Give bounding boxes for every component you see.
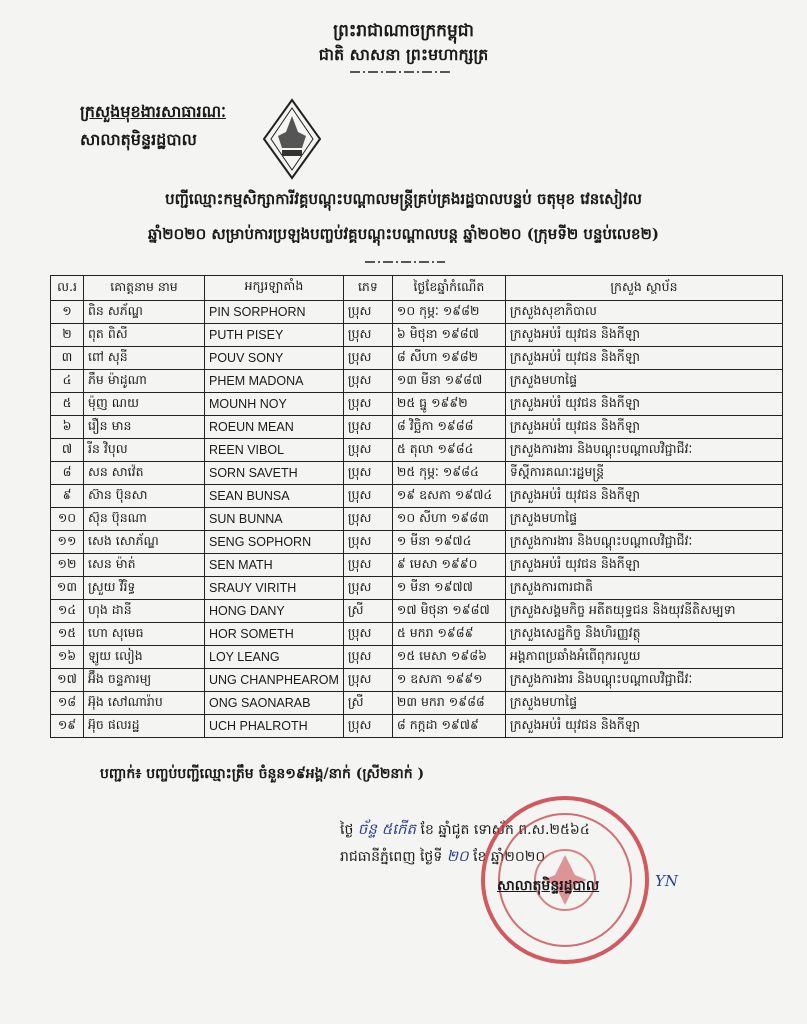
row-latin-name: POUV SONY [205,347,344,370]
row-dob: ១៧ មិថុនា ១៩៨៧ [392,600,505,623]
row-dob: ៨ វិច្ឆិកា ១៩៨៨ [392,416,505,439]
table-row [51,646,783,669]
row-khmer-name: រឿន មាន [84,416,205,439]
row-latin-name: SENG SOPHORN [205,531,344,554]
row-ministry: ក្រសួងអប់រំ យុវជន និងកីឡា [505,715,782,738]
row-latin-name: HOR SOMETH [205,623,344,646]
row-sex: ស្រី [343,600,392,623]
row-khmer-name: ហុង ដានី [84,600,205,623]
row-no: ៧ [51,439,84,462]
row-latin-name: MOUNH NOY [205,393,344,416]
row-khmer-name: ស៊ាន ប៊ុនសា [84,485,205,508]
row-ministry: ក្រសួងការងារ និងបណ្តុះបណ្តាលវិជ្ជាជីវៈ [505,531,782,554]
row-dob: ៨ កក្កដា ១៩៧៩ [392,715,505,738]
row-latin-name: PHEM MADONA [205,370,344,393]
table-row [51,462,783,485]
row-khmer-name: ហោ សុមេធ [84,623,205,646]
row-dob: ១៥ មេសា ១៩៨៦ [392,646,505,669]
table-row [51,600,783,623]
row-dob: ១ ឧសភា ១៩៩១ [392,669,505,692]
row-latin-name: REEN VIBOL [205,439,344,462]
table-row [51,370,783,393]
table-row [51,416,783,439]
table-row [51,301,783,324]
row-no: ១៦ [51,646,84,669]
row-khmer-name: ពុត ពិសី [84,324,205,347]
row-khmer-name: ស៊ុន ប៊ុនណា [84,508,205,531]
row-sex: ប្រុស [343,439,392,462]
header-khmer-name: គោត្តនាម នាម [84,276,205,301]
row-no: ១០ [51,508,84,531]
row-sex: ប្រុស [343,393,392,416]
emblem-logo [262,98,322,180]
row-ministry: ក្រសួងការពារជាតិ [505,577,782,600]
row-latin-name: HONG DANY [205,600,344,623]
solar-rest: ឆ្នាំ២០២០ [490,849,546,865]
row-dob: ២៥ ធ្នូ ១៩៩២ [392,393,505,416]
solar-month-label: ខែ [473,849,487,865]
note-text: បញ្ជាក់៖ បញ្ចប់បញ្ជីឈ្មោះត្រឹម ចំនួន១៩អង្គ/នាក់ (ស្រី២នាក់ ) [100,766,425,782]
signer-title: សាលាតុមិន្ទរដ្ឋបាល [497,878,600,894]
row-khmer-name: អ៊ឹង ចន្ទភារម្យ [84,669,205,692]
row-khmer-name: សេន ម៉ាត់ [84,554,205,577]
row-dob: ១៣ មីនា ១៩៨៧ [392,370,505,393]
row-ministry: អង្គភាពប្រឆាំងអំពើពុករលួយ [505,646,782,669]
row-dob: ៩ មេសា ១៩៩០ [392,554,505,577]
trainee-table [50,275,783,738]
row-latin-name: UCH PHALROTH [205,715,344,738]
row-sex: ប្រុស [343,623,392,646]
row-no: ១៤ [51,600,84,623]
table-row [51,692,783,715]
row-dob: ៦ មិថុនា ១៩៨៧ [392,324,505,347]
row-khmer-name: ពៅ សុនី [84,347,205,370]
row-ministry: ក្រសួងអប់រំ យុវជន និងកីឡា [505,485,782,508]
row-ministry: ក្រសួងអប់រំ យុវជន និងកីឡា [505,416,782,439]
row-ministry: ក្រសួងអប់រំ យុវជន និងកីឡា [505,324,782,347]
lunar-rest: ឆ្នាំជូត ទោស័ក ព.ស.២៥៦៤ [438,822,590,838]
header-latin-name: អក្សរឡាតាំង [205,276,344,301]
row-dob: ១០ កុម្ភៈ ១៩៨២ [392,301,505,324]
row-sex: ប្រុស [343,715,392,738]
table-row [51,577,783,600]
row-sex: ប្រុស [343,347,392,370]
row-khmer-name: ស្រួយ វិរិទ្ធ [84,577,205,600]
table-row [51,554,783,577]
row-latin-name: SRAUY VIRITH [205,577,344,600]
document-title-line1: បញ្ជីឈ្មោះកម្មសិក្សាការីវគ្គបណ្តុះបណ្តាលមន្ត្រីគ្រប់គ្រងរដ្ឋបាលបន្ទប់ ចតុមុខ វេនសៀវល [165,190,642,208]
row-no: ១៣ [51,577,84,600]
solar-prefix: រាជធានីភ្នំពេញ ថ្ងៃទី [340,849,443,865]
row-latin-name: UNG CHANPHEAROM [205,669,344,692]
row-sex: ប្រុស [343,485,392,508]
row-no: ៦ [51,416,84,439]
row-dob: ៥ មករា ១៩៨៩ [392,623,505,646]
row-no: ១៥ [51,623,84,646]
row-khmer-name: ភឹម ម៉ាដូណា [84,370,205,393]
row-ministry: ក្រសួងអប់រំ យុវជន និងកីឡា [505,393,782,416]
row-ministry: ក្រសួងមហាផ្ទៃ [505,508,782,531]
motto-heading: ជាតិ សាសនា ព្រះមហាក្សត្រ [318,45,489,64]
row-sex: ប្រុស [343,669,392,692]
row-khmer-name: អ៊ុង សៅណារ៉ាប [84,692,205,715]
kingdom-heading: ព្រះរាជាណាចក្រកម្ពុជា [333,21,474,41]
row-ministry: ក្រសួងសង្គមកិច្ច អតីតយុទ្ធជន និងយុវនីតិសម្បទា [505,600,782,623]
row-no: ៣ [51,347,84,370]
lunar-handwritten: ច័ន្ទ ៥កើត [357,820,417,838]
table-header-row [51,276,783,301]
row-sex: ប្រុស [343,646,392,669]
row-dob: ២៥ កុម្ភៈ ១៩៨៤ [392,462,505,485]
school-name: សាលាតុមិន្ទរដ្ឋបាល [80,130,197,149]
row-latin-name: ONG SAONARAB [205,692,344,715]
ministry-name: ក្រសួងមុខងារសាធារណៈ [80,102,226,121]
row-khmer-name: ពិន សភ័ណ្ឌ [84,301,205,324]
row-no: ៨ [51,462,84,485]
row-ministry: ក្រសួងការងារ និងបណ្តុះបណ្តាលវិជ្ជាជីវៈ [505,669,782,692]
row-ministry: ក្រសួងការងារ និងបណ្តុះបណ្តាលវិជ្ជាជីវៈ [505,439,782,462]
row-no: ៤ [51,370,84,393]
table-row [51,715,783,738]
row-no: ១២ [51,554,84,577]
row-no: ១១ [51,531,84,554]
row-dob: ១ មីនា ១៩៧៧ [392,577,505,600]
row-dob: ១ មីនា ១៩៧៤ [392,531,505,554]
row-sex: ប្រុស [343,324,392,347]
table-row [51,347,783,370]
lunar-prefix: ថ្ងៃ [340,822,354,838]
row-khmer-name: សន សាវ៉េត [84,462,205,485]
row-khmer-name: ឡូយ លៀង [84,646,205,669]
row-sex: ប្រុស [343,416,392,439]
row-khmer-name: រីន វិបុល [84,439,205,462]
row-dob: ២៣ មករា ១៩៨៨ [392,692,505,715]
header-no: ល.រ [51,276,84,301]
row-ministry: ក្រសួងសេដ្ឋកិច្ច និងហិរញ្ញវត្ថុ [505,623,782,646]
row-sex: ប្រុស [343,508,392,531]
row-latin-name: LOY LEANG [205,646,344,669]
table-row [51,531,783,554]
row-no: ៩ [51,485,84,508]
header-divider [350,70,450,74]
row-ministry: ក្រសួងសុខាភិបាល [505,301,782,324]
row-no: ២ [51,324,84,347]
row-ministry: ទីស្តីការគណៈរដ្ឋមន្ត្រី [505,462,782,485]
row-sex: ប្រុស [343,531,392,554]
row-dob: ៨ សីហា ១៩៨២ [392,347,505,370]
row-latin-name: PIN SORPHORN [205,301,344,324]
row-latin-name: PUTH PISEY [205,324,344,347]
table-row [51,623,783,646]
row-sex: ប្រុស [343,462,392,485]
header-sex: ភេទ [343,276,392,301]
row-no: ១៧ [51,669,84,692]
row-dob: ១៩ ឧសភា ១៩៧៤ [392,485,505,508]
row-sex: ប្រុស [343,370,392,393]
table-row [51,669,783,692]
row-dob: ៥ តុលា ១៩៨៤ [392,439,505,462]
table-row [51,393,783,416]
row-dob: ១០ សីហា ១៩៨៣ [392,508,505,531]
header-dob: ថ្ងៃខែឆ្នាំកំណើត [392,276,505,301]
row-no: ១ [51,301,84,324]
header-ministry: ក្រសួង ស្ថាប័ន [505,276,782,301]
table-row [51,485,783,508]
row-latin-name: SORN SAVETH [205,462,344,485]
row-khmer-name: អ៊ុច ផលរដ្ឋ [84,715,205,738]
row-khmer-name: សេង សោភ័ណ្ឌ [84,531,205,554]
row-khmer-name: ម៉ុញ ណយ [84,393,205,416]
row-ministry: ក្រសួងមហាផ្ទៃ [505,370,782,393]
solar-day-handwritten: ២០ [446,847,469,865]
document-title-line2: ឆ្នាំ២០២០ សម្រាប់ការប្រឡងបញ្ចប់វគ្គបណ្តុះបណ្តាលបន្ត ឆ្នាំ២០២០ (ក្រុមទី២ បន្ទប់លេខ២) [147,225,659,243]
row-ministry: ក្រសួងអប់រំ យុវជន និងកីឡា [505,347,782,370]
row-latin-name: SUN BUNNA [205,508,344,531]
table-row [51,508,783,531]
row-ministry: ក្រសួងអប់រំ យុវជន និងកីឡា [505,554,782,577]
row-no: ១៨ [51,692,84,715]
row-no: ៥ [51,393,84,416]
signature-initials: YN [655,872,679,890]
lunar-month-label: ខែ [420,822,434,838]
row-sex: ប្រុស [343,301,392,324]
table-row [51,439,783,462]
table-row [51,324,783,347]
row-latin-name: SEN MATH [205,554,344,577]
title-divider [365,260,445,264]
row-sex: ស្រី [343,692,392,715]
row-no: ១៩ [51,715,84,738]
row-ministry: ក្រសួងមហាផ្ទៃ [505,692,782,715]
ministry-block [80,98,226,154]
row-latin-name: SEAN BUNSA [205,485,344,508]
row-latin-name: ROEUN MEAN [205,416,344,439]
row-sex: ប្រុស [343,554,392,577]
row-sex: ប្រុស [343,577,392,600]
